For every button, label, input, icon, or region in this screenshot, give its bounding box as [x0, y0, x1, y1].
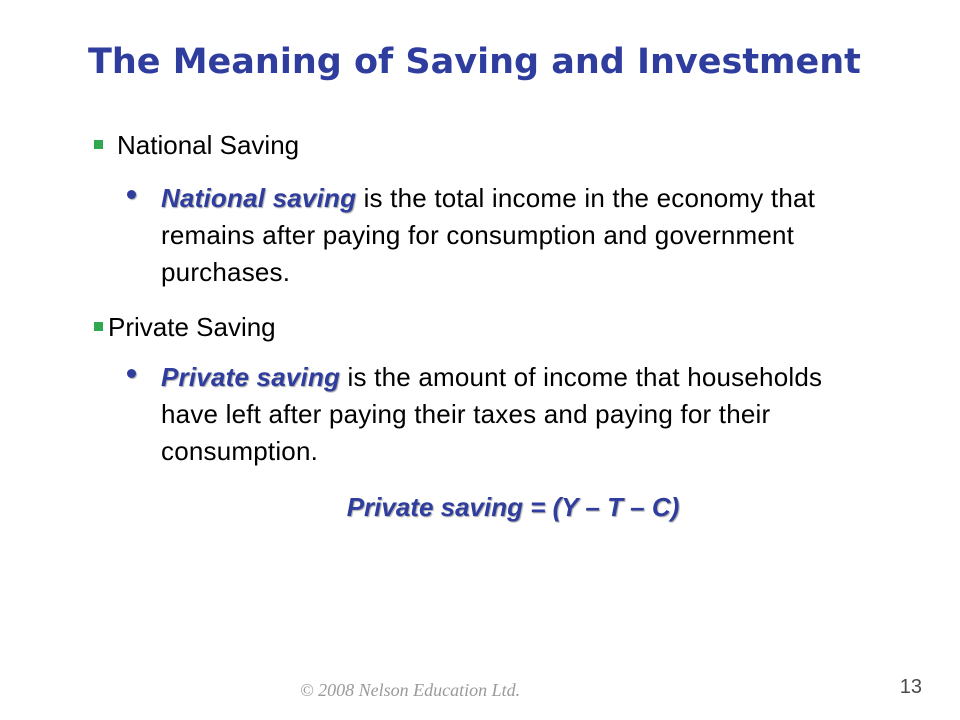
bullet-heading: Private Saving	[108, 312, 276, 342]
definition-body: is the amount of income that households have left after paying their taxes and paying for their consumption.	[161, 362, 823, 466]
bullet-private-saving	[94, 312, 276, 343]
copyright-footer: © 2008 Nelson Education Ltd.	[300, 680, 521, 700]
bullet-national-saving	[94, 130, 299, 161]
blue-round-bullet-icon	[127, 190, 136, 199]
private-saving-formula: Private saving = (Y – T – C)	[346, 492, 680, 522]
slide-title: The Meaning of Saving and Investment	[88, 42, 861, 82]
bullet-heading: National Saving	[117, 130, 300, 160]
definition-text	[161, 359, 881, 470]
blue-round-bullet-icon	[127, 369, 136, 378]
definition-text	[161, 180, 881, 291]
green-square-bullet-icon	[94, 322, 103, 331]
green-square-bullet-icon	[94, 140, 103, 149]
page-number: 13	[899, 676, 922, 698]
term-private-saving: Private saving	[161, 362, 341, 392]
definition-body: is the total income in the economy that remains after paying for consumption and government purchases.	[161, 183, 816, 287]
term-national-saving: National saving	[161, 183, 357, 213]
